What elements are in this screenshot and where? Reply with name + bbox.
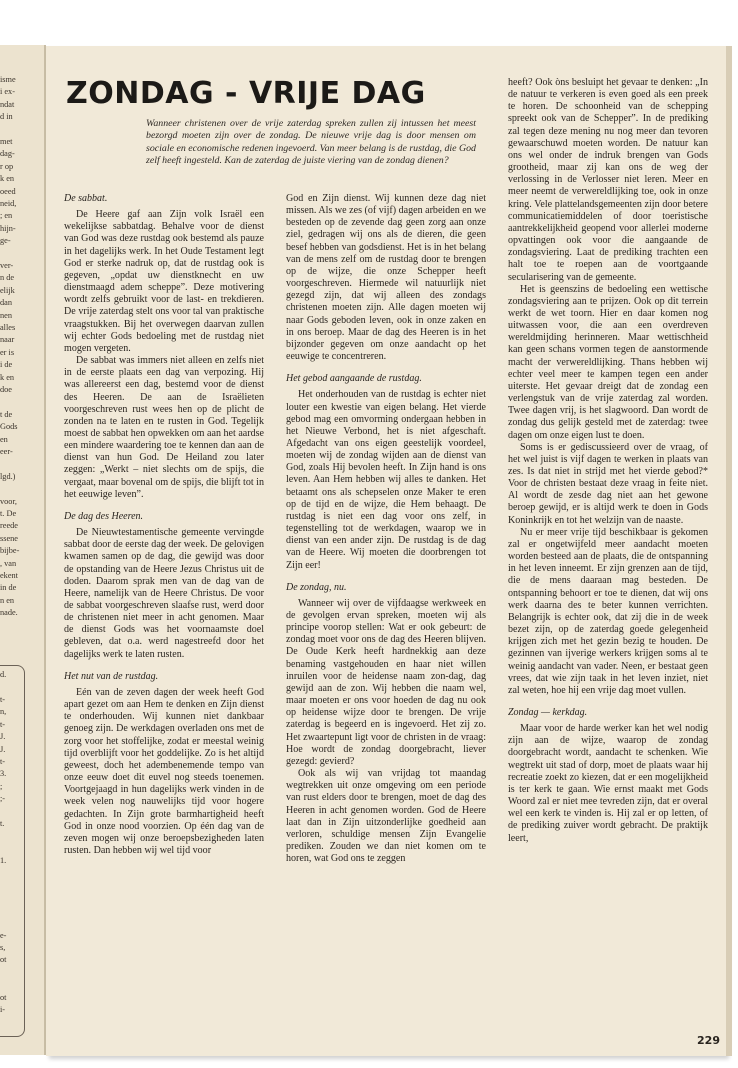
- paragraph: Eén van de zeven dagen der week heeft God apart gezet om aan Hem te denken en Zijn dienst te onderhouden. Wij kunnen niet dankbaar genoeg zijn. De werkdagen overladen ons met de zorg voor het stoffelijke, zodat er meestal weinig tijd overblijft voor het goddelijke. Zo is het altijd geweest, doch het adembenemende tempo van onze eeuw doet dit euvel nog steeds toenemen. Voortgejaagd in hun dagelijks werk vinden in de week velen nog nauwelijks tijd voor hogere gedachten. In Zijn grote barmhartigheid heeft God in onze nood voorzien. Op één dag van de zeven mogen wij onze beroepsbezigheden laten rusten. Dan hebben wij wel tijd voor: [64, 686, 264, 856]
- article-title: ZONDAG - VRIJE DAG: [66, 76, 426, 111]
- paragraph: Soms is er gediscussieerd over de vraag, of het wel juist is vijf dagen te werken in plaats van zes. Is dat niet in strijd met het vierde gebod?* Voor de christen bestaat deze vraag in feite niet. Al wordt de zesde dag niet aan het gewone beroep gewijd, er is altijd werk te doen in Gods Koninkrijk en tot het welzijn van de naaste.: [508, 441, 708, 526]
- previous-page-fragment: i de: [0, 360, 13, 370]
- previous-page-fragment: s,: [0, 943, 6, 952]
- paragraph: Het onderhouden van de rustdag is echter niet louter een kwestie van eigen belang. Het vierde gebod mag een omvorming ondergaan hebben in het Nieuwe Verbond, het is niet afgeschaft. Afgedacht van ons eigen geestelijk voordeel, moeten wij de zondag wijden aan de dienst van God, zoals Hij bevolen heeft. In Zijn hand is ons leven. Aan Hem hebben wij alles te danken. Het betaamt ons als schepselen onze Maker te eren op de tijd en de wijze, die Hem behaagt. De rustdag is niet een dag voor ons zelf, in tegenstelling tot de werkdagen, waarop we in dienst van een ander zijn. De rustdag is de dag van de Heere. Wij moeten die doorbrengen tot Zijn eer!: [286, 389, 486, 571]
- previous-page-fragment: , van: [0, 558, 17, 568]
- previous-page-fragment: hijn-: [0, 223, 16, 233]
- previous-page-fragment: ssene: [0, 533, 18, 543]
- previous-page-fragment: t-: [0, 757, 6, 766]
- previous-page-fragment: k en: [0, 372, 15, 382]
- previous-page-fragment: en: [0, 434, 8, 444]
- section-heading: Het nut van de rustdag.: [64, 670, 159, 682]
- previous-page-fragment: nen: [0, 310, 12, 320]
- previous-page-fragment: t. De: [0, 509, 17, 518]
- section-heading: De zondag, nu.: [286, 581, 347, 593]
- paragraph: De Nieuwtestamentische gemeente vervingde sabbat door de eerste dag der week. De gelovigen kwamen samen op de dag, die gewijd was door de opstanding van de Heere Jezus Christus uit de doden. Daarom sprak men van de dag van de Heere, namelijk van de Heere Christus. De voor de sabbat voorgeschreven slaafse rust, werd door de christenen niet meer in acht genomen. Maar de dienst Gods was het voornaamste doel gebleven, dat o.a. werd nagestreefd door het dagelijks werk te laten rusten.: [64, 527, 264, 660]
- previous-page-fragment: ekent: [0, 571, 18, 580]
- previous-page-fragment: t.: [0, 819, 5, 828]
- previous-page-fragment: J.: [0, 732, 6, 742]
- paragraph: God en Zijn dienst. Wij kunnen deze dag niet missen. Als we zes (of vijf) dagen arbeiden en we besteden op de zevende dag geen zorg aan onze ziel, gedragen wij ons als de dieren, die geen besef hebben van godsdienst. Het is in het belang van de mens zelf om de rustdag door te brengen op de wijze, die onze Schepper heeft voorgeschreven. Hiermede wil natuurlijk niet gezegd zijn, dat wij alleen des zondags christenen moeten zijn. Alle dagen moeten wij naar Gods geboden leven, ook in onze zaken en in ons beroep. Maar de dag des Heeren is in het bijzonder gegeven om onze aandacht op het eeuwige te concentreren.: [286, 193, 486, 363]
- previous-page-fragment: d.: [0, 670, 7, 680]
- previous-page-fragment: 3.: [0, 769, 7, 779]
- paragraph: Ook als wij van vrijdag tot maandag wegtrekken uit onze omgeving om een periode van rust elders door te brengen, moet de dag des Heeren in acht genomen worden. God de Heere laat dan in Zijn uitzonderlijke goedheid aan verloren, schuldige mensen Zijn Evangelie prediken. Zouden we dan niet komen om te horen, wat God ons te zeggen: [286, 768, 486, 865]
- previous-page-fragment: 1.: [0, 856, 7, 866]
- previous-page-fragment: in de: [0, 583, 17, 593]
- previous-page-fragment: elijk: [0, 285, 15, 295]
- previous-page-fragment: ;-: [0, 794, 6, 804]
- previous-page-fragment: e-: [0, 930, 7, 940]
- section-heading: De dag des Heeren.: [64, 510, 144, 522]
- paragraph: Maar voor de harde werker kan het wel nodig zijn aan de wijze, waarop de zondag doorgebracht wordt, aandacht te schenken. Wie wegtrekt uit stad of dorp, moet de plaats waar hij recreatie zoekt zo kiezen, dat er een mogelijkheid is ter kerk te gaan. Wie ernst maakt met Gods Woord zal er niet mee tevreden zijn, dat er overal wel een kerk te vinden is. Hij zal er op letten, of de prediking zuiver wordt gebracht. De praktijk leert,: [508, 723, 708, 844]
- previous-page-fragment: voor,: [0, 496, 17, 506]
- previous-page-fragment: n de: [0, 273, 15, 283]
- section-heading: De sabbat.: [64, 193, 108, 204]
- magazine-page: [46, 46, 726, 1056]
- previous-page-fragment: bijbe-: [0, 546, 20, 556]
- article-intro: Wanneer christenen over de vrije zaterdag spreken zullen zij intussen het meest bezorgd moeten zijn over de zondag. De nieuwe vrije dag is door mensen om sociale en economische redenen ingevoerd. Van meer belang is de rustdag, die God zelf heeft ingesteld. Kan de zaterdag de juiste viering van de zondag dienen?: [146, 118, 476, 167]
- previous-page-fragment: ge-: [0, 236, 11, 246]
- previous-page-fragment: naar: [0, 335, 15, 345]
- paragraph: Nu er meer vrije tijd beschikbaar is gekomen zal er ongetwijfeld meer aandacht moeten worden besteed aan de plaats, die de ontspanning in het leven inneemt. Er zijn grenzen aan de tijd, die de mens daaraan mag besteden. De ontspanning behoort er toe te dienen, dat wij ons werk daarna des te beter kunnen verrichten. Belangrijk is echter ook, dat zij die in de week bezet zijn, op de zaterdag goede gelegenheid krijgen zich met het gezin bezig te houden. De gezinnen van ijverige werkers krijgen soms al te weinig aandacht van vader. Neen, er bestaat geen vrees, dat wie zijn taak in het leven inziet, niet zal weten, hoe hij een vrije dag moet vullen.: [508, 526, 708, 696]
- previous-page-fragment: t-: [0, 695, 6, 704]
- previous-page-fragment: i ex-: [0, 87, 15, 97]
- previous-page-fragment: eer-: [0, 447, 13, 456]
- paragraph: Het is geenszins de bedoeling een wettische zondagsviering aan te prijzen. Ook op dit terrein werkt de wet toorn. Hier en daar komen nog uitwassen voor, die aan een overdreven wereldmijding herinneren. Maar wettischheid kan geen schans vormen tegen de aanstormende macht der verwereldlijking. Thans hebben wij echter veel meer te kampen tegen een ander uiterste. Het gevaar dreigt dat de zondag een verlengstuk van de vrije zaterdag zal worden. Twee dagen vrij, is het slagwoord. Dan wordt de zondag dus gelijk gesteld met de zaterdag: twee dagen om onze eigen lust te doen.: [508, 283, 708, 441]
- previous-page-fragment: er is: [0, 347, 15, 357]
- previous-page-fragment: isme: [0, 75, 16, 84]
- previous-page-strip: [0, 45, 46, 1055]
- page-number: 229: [697, 1034, 720, 1047]
- previous-page-fragment: met: [0, 137, 13, 146]
- previous-page-fragment: alles: [0, 323, 16, 332]
- previous-page-fragment: ;: [0, 781, 3, 791]
- previous-page-fragment: nade.: [0, 608, 18, 618]
- text-column-3: [508, 77, 708, 845]
- previous-page-fragment: dag-: [0, 149, 15, 159]
- previous-page-fragment: ot: [0, 955, 7, 965]
- previous-page-fragment: k en: [0, 174, 15, 184]
- previous-page-fragment: ndat: [0, 99, 15, 109]
- previous-page-fragment: r op: [0, 161, 14, 171]
- previous-page-fragment: dan: [0, 298, 12, 308]
- previous-page-fragment: Gods: [0, 422, 18, 432]
- previous-page-fragment: neid,: [0, 199, 17, 208]
- previous-page-fragment: J.: [0, 744, 6, 754]
- previous-page-fragment: n,: [0, 707, 7, 717]
- previous-page-fragment: doe: [0, 385, 12, 394]
- paragraph: De Heere gaf aan Zijn volk Israël een wekelijkse sabbatdag. Behalve voor de dienst van God was deze rustdag ook bestemd als pauze in het dagelijks werk. In het Oude Testament legt God er sterke nadruk op, dat de rustdag ook is gegeven, „opdat uw dienstknecht en uw dienstmaagd adem scheppe”. Deze motivering wordt zelfs gebruikt voor de last- en trekdieren. De vrije zaterdag stelt ons voor tal van praktische vraagstukken. Bij het overwegen daarvan zullen wij echter Gods bedoeling met de rustdag niet mogen vergeten.: [64, 209, 264, 354]
- previous-page-fragment: reede: [0, 521, 18, 531]
- previous-page-fragment: t-: [0, 719, 6, 729]
- previous-page-fragment: ver-: [0, 261, 14, 270]
- paragraph: Wanneer wij over de vijfdaagse werkweek en de gevolgen ervan spreken, moeten wij als principe voorop stellen: Wat er ook gebeurt: de zondag moet voor ons de dag des Heeren blijven. De Oude Kerk heeft hardnekkig aan deze benaming vastgehouden en haar niet willen inruilen voor de heidense naam zon-dag, dag gewijd aan de zon. Wij hebben die naam wel, maar moeten er ons voor hoeden de dag nu ook op heidense wijze door te brengen. De vrije zaterdag is begeerd en is ingevoerd. Het zij zo. Het zwaartepunt ligt voor de christen in de vraag: Hoe wordt de zondag doorgebracht, liever gezegd: gevierd?: [286, 597, 486, 767]
- page-edge: [726, 46, 732, 1056]
- previous-page-fragment: d in: [0, 112, 13, 122]
- paragraph: heeft? Ook òns besluipt het gevaar te denken: „In de natuur te verkeren is even goed als een preek te horen. De schoonheid van de schepping spreekt ook van de Schepper”. In de prediking zal tegen deze mening nu nog meer dan tevoren gewaarschuwd moeten worden. De natuur kan ons wel onder de indruk brengen van Gods grootheid, maar zij kan ons de weg der verlossing in de Verlosser niet leren. Meer en meer neemt de verwereldlijking toe, ook in onze kring. Vele plattelandsgemeenten zijn door betere communicatiemiddelen of door toeristische aantrekkelijkheid geopend voor allerlei moderne opvattingen ook voor die aangaande de zondagsviering. Laat de prediking trachten een halt toe te roepen aan de voortgaande secularisering van de gemeente.: [508, 77, 708, 283]
- text-column-2: [286, 193, 486, 865]
- text-column-1: [64, 193, 264, 857]
- previous-page-fragment: oeed: [0, 186, 16, 196]
- previous-page-fragment: ot: [0, 992, 7, 1002]
- previous-page-fragment: ; en: [0, 211, 13, 221]
- previous-page-fragment: t de: [0, 409, 13, 419]
- previous-page-fragment: lgd.): [0, 471, 16, 481]
- previous-page-fragment: n en: [0, 595, 15, 605]
- previous-page-fragment: i-: [0, 1005, 6, 1014]
- section-heading: Het gebod aangaande de rustdag.: [286, 373, 422, 385]
- section-heading: Zondag — kerkdag.: [508, 706, 588, 718]
- paragraph: De sabbat was immers niet alleen en zelfs niet in de eerste plaats een dag van verpozing. Hij was allereerst een dag, bestemd voor de dienst des Heeren. De aan de Israëlieten voorgeschreven rust wees hen op de plicht de zonden na te laten en te rusten in God. Tegelijk moest de sabbat hen opwekken om aan het aardse een mindere waardering toe te kennen dan aan de dienst van hun God. De Heiland zou later zeggen: „Werkt – niet slechts om de spijs, die vergaat, maar bovenal om de spijs, die blijft tot in het eeuwige leven”.: [64, 355, 264, 500]
